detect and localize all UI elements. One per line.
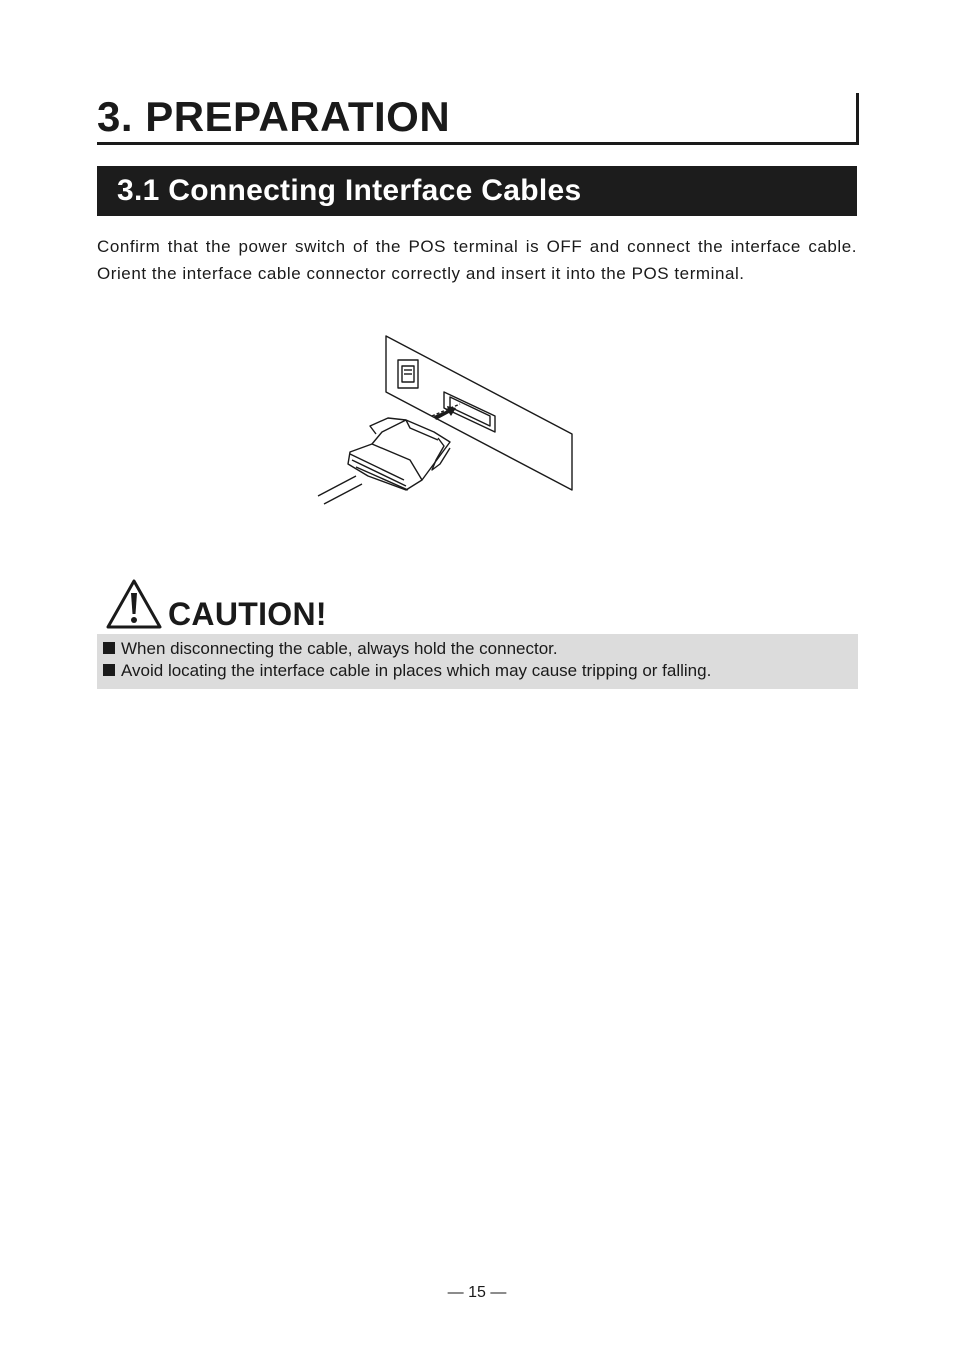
caution-item-text: When disconnecting the cable, always hold the connector. <box>121 639 558 658</box>
caution-title: CAUTION! <box>168 596 327 632</box>
square-bullet-icon <box>103 664 115 676</box>
page-number: — 15 — <box>447 1284 507 1301</box>
warning-triangle-icon <box>105 578 163 630</box>
caution-item <box>103 660 858 682</box>
cable-connector-illustration <box>310 330 580 510</box>
square-bullet-icon <box>103 642 115 654</box>
caution-item <box>103 638 858 660</box>
section-title: 3.1 Connecting Interface Cables <box>117 174 582 207</box>
chapter-title: 3. PREPARATION <box>97 93 451 140</box>
caution-item-text: Avoid locating the interface cable in places which may cause tripping or falling. <box>121 661 712 680</box>
caution-box <box>97 634 858 689</box>
section-heading-bar <box>97 166 857 216</box>
body-paragraph: Confirm that the power switch of the POS terminal is OFF and connect the interface cable. Orient the interface cable connector correctly and insert it into the POS terminal. <box>97 237 857 283</box>
chapter-heading <box>97 93 859 145</box>
